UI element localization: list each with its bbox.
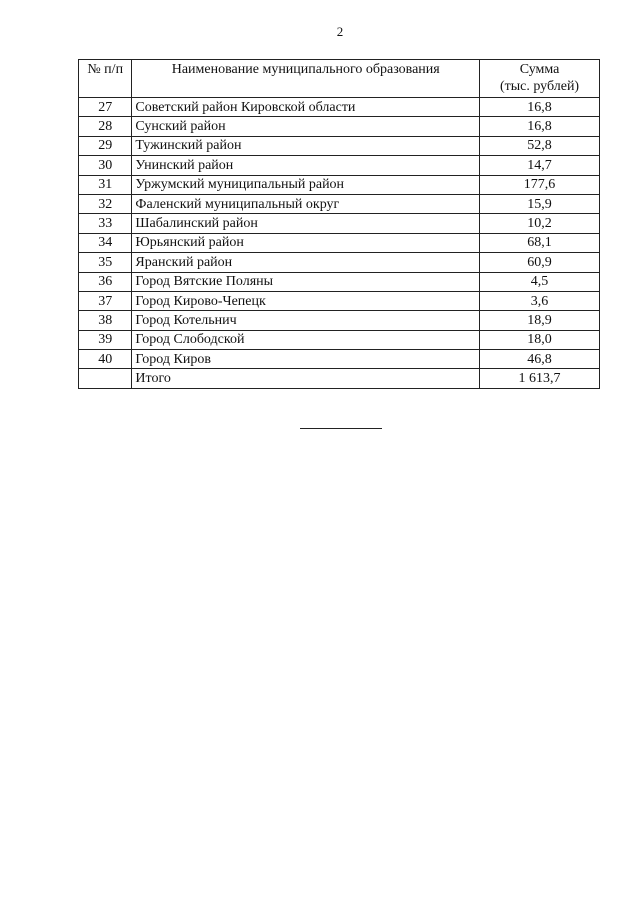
table-row [79, 233, 600, 252]
row-number: 28 [79, 117, 132, 136]
row-sum: 177,6 [480, 175, 600, 194]
table-row [79, 330, 600, 349]
row-municipality-name: Город Киров [132, 350, 480, 369]
table-row [79, 194, 600, 213]
row-municipality-name: Город Котельнич [132, 311, 480, 330]
total-row-sum: 1 613,7 [480, 369, 600, 388]
header-sum-unit: (тыс. рублей) [499, 79, 580, 94]
table-header [79, 60, 600, 98]
row-sum: 3,6 [480, 291, 600, 310]
header-municipality-name: Наименование муниципального образования [132, 60, 480, 98]
total-row [79, 369, 600, 388]
row-sum: 10,2 [480, 214, 600, 233]
row-sum: 4,5 [480, 272, 600, 291]
row-municipality-name: Юрьянский район [132, 233, 480, 252]
row-number: 39 [79, 330, 132, 349]
row-number: 27 [79, 98, 132, 117]
row-number: 40 [79, 350, 132, 369]
row-municipality-name: Шабалинский район [132, 214, 480, 233]
row-sum: 14,7 [480, 156, 600, 175]
row-sum: 68,1 [480, 233, 600, 252]
row-municipality-name: Город Слободской [132, 330, 480, 349]
table-row [79, 272, 600, 291]
table-header-row [79, 60, 600, 98]
row-sum: 16,8 [480, 98, 600, 117]
row-municipality-name: Город Вятские Поляны [132, 272, 480, 291]
header-sum-title: Сумма [519, 62, 560, 77]
table-row [79, 117, 600, 136]
row-municipality-name: Фаленский муниципальный округ [132, 194, 480, 213]
row-number: 33 [79, 214, 132, 233]
row-sum: 15,9 [480, 194, 600, 213]
row-municipality-name: Советский район Кировской области [132, 98, 480, 117]
row-sum: 18,9 [480, 311, 600, 330]
end-of-document-rule [300, 428, 382, 429]
row-number: 38 [79, 311, 132, 330]
row-municipality-name: Сунский район [132, 117, 480, 136]
row-municipality-name: Тужинский район [132, 136, 480, 155]
row-sum: 18,0 [480, 330, 600, 349]
table-row [79, 214, 600, 233]
row-sum: 16,8 [480, 117, 600, 136]
total-row-number [79, 369, 132, 388]
row-number: 35 [79, 253, 132, 272]
table-row [79, 311, 600, 330]
row-number: 29 [79, 136, 132, 155]
table-row [79, 156, 600, 175]
row-municipality-name: Яранский район [132, 253, 480, 272]
table-row [79, 175, 600, 194]
row-number: 36 [79, 272, 132, 291]
row-municipality-name: Унинский район [132, 156, 480, 175]
allocation-table [78, 59, 600, 389]
row-number: 31 [79, 175, 132, 194]
table-body [79, 98, 600, 389]
row-number: 32 [79, 194, 132, 213]
table-row [79, 253, 600, 272]
page-number: 2 [336, 24, 344, 39]
row-sum: 52,8 [480, 136, 600, 155]
header-sum [480, 60, 600, 98]
row-municipality-name: Город Кирово-Чепецк [132, 291, 480, 310]
table-row [79, 98, 600, 117]
table-row [79, 350, 600, 369]
table-row [79, 291, 600, 310]
row-sum: 46,8 [480, 350, 600, 369]
row-municipality-name: Уржумский муниципальный район [132, 175, 480, 194]
total-row-municipality-name: Итого [132, 369, 480, 388]
table-row [79, 136, 600, 155]
header-number: № п/п [79, 60, 132, 98]
row-number: 30 [79, 156, 132, 175]
row-sum: 60,9 [480, 253, 600, 272]
row-number: 34 [79, 233, 132, 252]
row-number: 37 [79, 291, 132, 310]
